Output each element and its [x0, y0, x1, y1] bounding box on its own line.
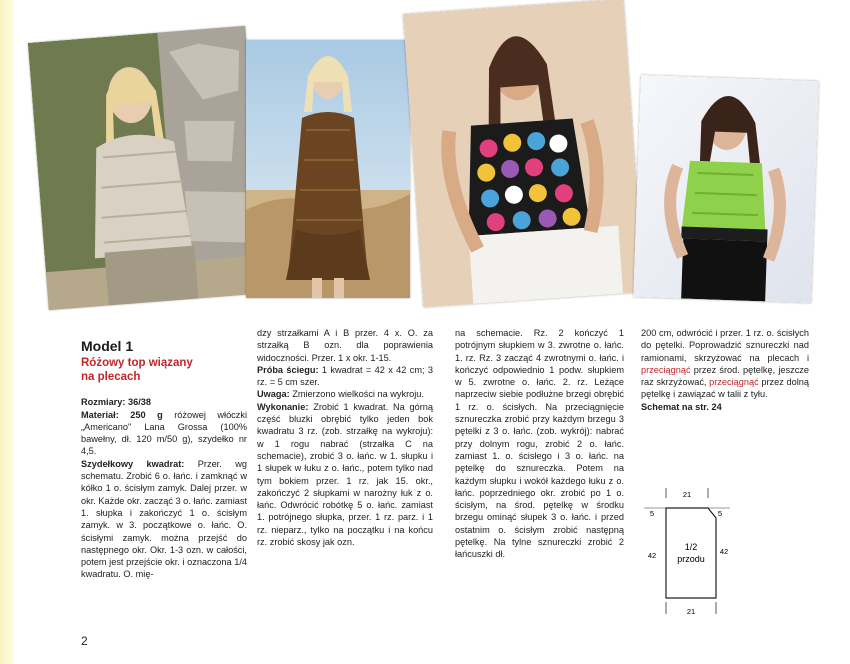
schema-shape: [666, 508, 716, 598]
text-column-1: [81, 340, 247, 581]
material-text: różowej włóczki „Americano" Lana Grossa (100% bawełny, dł. 120 m/50 g), szydełko nr 4,5.: [81, 409, 247, 457]
schema-center-line-2: przodu: [677, 554, 705, 564]
model-photo-2: [246, 40, 410, 298]
text-column-4: [641, 327, 809, 413]
schema-top-label: 21: [682, 490, 692, 499]
square-text: Przer. wg schematu. Zrobić 6 o. łańc. i zamknąć w kółko 1 o. ścisłym zamyk. Dalej przer. w okr. Każde okr. zacząć 3 o. łańc. zamiast 1. słupka i zakończyć 1 o. ścisłym zamyk. w 3. początkowe o. łańc. O. ścisłymi zamyk. można przejść do następnego okr. Okr. 1-3 ozn. w całości, potem jest przejście okr. i oznaczona 1/4 kwadratu. O. mię-: [81, 458, 247, 580]
article-title-line-1: Różowy top wiązany: [81, 357, 193, 370]
schema-bottom-label: 21: [686, 607, 696, 616]
text-column-3: [455, 327, 624, 561]
article-title-line-2: na plecach: [81, 371, 141, 384]
work-text: Zrobić 1 kwadrat. Na górną część bluzki obrębić tylko jeden bok kwadratu 3 rz. (zob. strzałkę na wykroju): w 1 rogu nabrać (strzałka C na schemacie), zrobić 3 o. łańc. w 1. słupku i 1 słupek w łuku z o. łańc., potem tylko nad tym bokiem przer. 1 rz. jak 15. okr., zakończyć 2 słupkami w narożny łuk z o. łańc. Odwrócić robótkę 5 o. łańc. zamiast 1. potrójnego słupka, przer. 1 rz. parz. i 1 rz. nieparz., tylko na początku i na końcu rz. zrobić skosy jak ozn.: [257, 401, 433, 548]
gauge-paragraph: [257, 364, 433, 389]
schema-corner-right-label: 5: [717, 509, 723, 518]
sizes-value: 36/38: [125, 397, 151, 408]
note-text: Zmierzono wielkości na wykroju.: [289, 389, 424, 400]
schema-right-label: 42: [719, 547, 729, 556]
col2-text-1: dzy strzałkami A i B przer. 4 x. O. za strzałką B ozn. dla poprawienia widoczności. Przer. 1 x okr. 1-15.: [257, 328, 433, 363]
material-amount: 250 g: [118, 409, 163, 420]
gauge-text: 1 kwadrat = 42 x 42 cm; 3 rz. = 5 cm szer.: [257, 364, 433, 388]
square-paragraph: [81, 458, 247, 581]
sizes-paragraph: [81, 396, 247, 408]
note-label: Uwaga:: [257, 389, 290, 400]
col4-text-red-2: przeciągnąć: [709, 377, 759, 388]
model-title: Model 1: [81, 338, 134, 354]
work-label: Wykonanie:: [257, 401, 309, 412]
page-number: 2: [81, 634, 88, 648]
model-photo-1: [28, 26, 266, 310]
col4-text-b: przez środ. pętelkę, jeszcze raz skrzyżować,: [641, 364, 809, 388]
text-column-2: [257, 327, 433, 548]
square-label: Szydełkowy kwadrat:: [81, 458, 185, 469]
schema-left-label: 42: [647, 551, 657, 560]
sizes-label: Rozmiary:: [81, 397, 126, 408]
page-margin-strip: [0, 0, 14, 664]
model-photo-4: [633, 75, 819, 303]
note-paragraph: [257, 388, 433, 400]
article-title: [81, 356, 247, 384]
col4-text-a: 200 cm, odwrócić i przer. 1 rz. o. ścisłych do pętelki. Poprowadzić sznureczki nad ramionami, skrzyżować na plecach i: [641, 328, 809, 363]
schema-reference: Schemat na str. 24: [641, 401, 722, 412]
model-photo-3: [403, 0, 644, 307]
col4-text-c: przez dolną pętelkę i zawiązać w talii z tyłu.: [641, 377, 809, 400]
col3-text: na schemacie. Rz. 2 kończyć 1 potrójnym słupkiem w 3. zwrotne o. łańc. 1. rz. Rz. 3 zacząć 4 zwrotnymi o. łańc. i kończyć odpowiednio 1 podw. słupkiem w 5. zwrotne o. łańc. 2. rz. Leżące naprzeciw siebie podłużne brzegi obrębić 1 rz. o. ścisłych. Na przeciągnięcie sznureczka zrobić przy każdym brzegu 3 pętelki z 3 o. łańc. (zob. wykrój): nabrać przy dolnym rogu, zrobić 2 o. łańc. zamiast 1. o. ścisłego i 3 o. łańc. na pętelkę do sznureczka. Potem na każdym słupku i wokół każdego łuku z o. łańc. poprzedniego okr. zrobić po 1 o. ścisłym, na środ. pętelkę w środku brzegu ominąć słupek 3 o. łańc. i przed ostatnim o. ścisłym zrobić następną pętelkę. Na tylne sznureczki zrobić 2 łańcuszki dł.: [455, 328, 624, 560]
material-paragraph: [81, 409, 247, 458]
gauge-label: Próba ściegu:: [257, 364, 319, 375]
pattern-schematic: [636, 486, 756, 618]
schema-center-line-1: 1/2: [684, 542, 698, 552]
col4-text-red-1: przeciągnąć: [641, 364, 691, 375]
work-paragraph: [257, 401, 433, 549]
material-label: Materiał:: [81, 409, 119, 420]
schema-corner-left-label: 5: [649, 509, 655, 518]
col4-paragraph: [641, 327, 809, 401]
